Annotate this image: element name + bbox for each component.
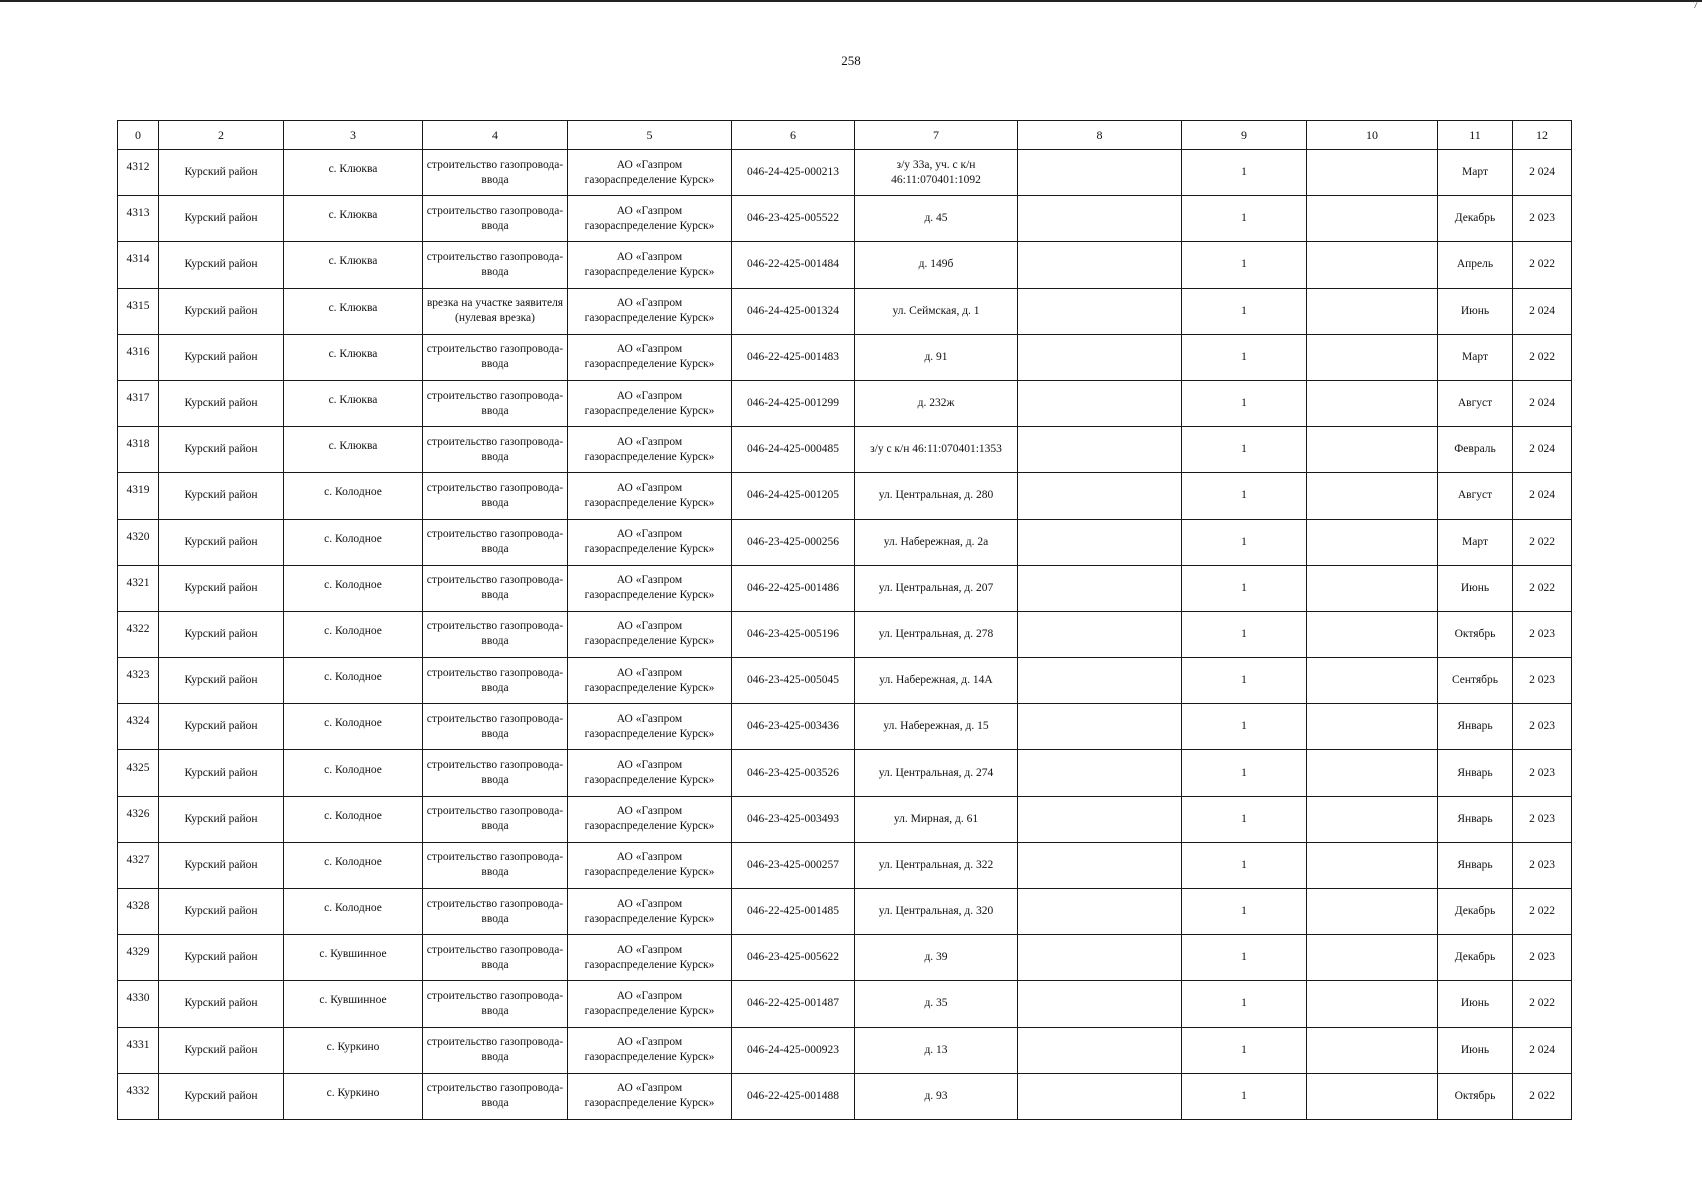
table-cell-col-8: 1 (1182, 288, 1307, 334)
table-cell-col-5: 046-22-425-001485 (732, 889, 855, 935)
table-body (118, 150, 1572, 1120)
table-cell-col-8: 1 (1182, 889, 1307, 935)
column-header-7: 8 (1018, 121, 1182, 150)
table-cell-col-3: строительство газопровода-ввода (423, 242, 568, 288)
table-cell-col-4: АО «Газпром газораспределение Курск» (568, 1027, 732, 1073)
table-cell-col-10: Январь (1438, 796, 1513, 842)
table-cell-col-4: АО «Газпром газораспределение Курск» (568, 473, 732, 519)
table-cell-col-8: 1 (1182, 196, 1307, 242)
table-cell-col-5: 046-23-425-005196 (732, 611, 855, 657)
table-cell-col-11: 2 022 (1513, 519, 1572, 565)
table-cell-col-8: 1 (1182, 611, 1307, 657)
table-cell-col-10: Июнь (1438, 981, 1513, 1027)
table-cell-col-4: АО «Газпром газораспределение Курск» (568, 842, 732, 888)
table-cell-col-9 (1307, 1027, 1438, 1073)
table-cell-col-2: с. Клюква (284, 288, 423, 334)
table-row (118, 334, 1572, 380)
table-cell-col-2: с. Колодное (284, 750, 423, 796)
table-cell-col-5: 046-22-425-001484 (732, 242, 855, 288)
table-cell-col-7 (1018, 935, 1182, 981)
table-cell-col-6: ул. Центральная, д. 274 (855, 750, 1018, 796)
table-cell-col-7 (1018, 889, 1182, 935)
table-cell-col-3: строительство газопровода-ввода (423, 796, 568, 842)
table-cell-col-0: 4326 (118, 796, 159, 842)
table-cell-col-3: строительство газопровода-ввода (423, 473, 568, 519)
table-cell-col-7 (1018, 1027, 1182, 1073)
column-header-3: 4 (423, 121, 568, 150)
table-cell-col-0: 4325 (118, 750, 159, 796)
table-cell-col-2: с. Колодное (284, 842, 423, 888)
table-cell-col-4: АО «Газпром газораспределение Курск» (568, 611, 732, 657)
table-cell-col-7 (1018, 1073, 1182, 1119)
table-cell-col-7 (1018, 750, 1182, 796)
table-cell-col-0: 4329 (118, 935, 159, 981)
table-cell-col-1: Курский район (159, 288, 284, 334)
header-row (118, 121, 1572, 150)
table-cell-col-6: д. 149б (855, 242, 1018, 288)
column-header-4: 5 (568, 121, 732, 150)
table-cell-col-0: 4312 (118, 150, 159, 196)
table-cell-col-6: ул. Центральная, д. 278 (855, 611, 1018, 657)
table-cell-col-3: строительство газопровода-ввода (423, 380, 568, 426)
table-cell-col-9 (1307, 935, 1438, 981)
table-cell-col-6: д. 35 (855, 981, 1018, 1027)
table-cell-col-7 (1018, 565, 1182, 611)
table-cell-col-11: 2 023 (1513, 704, 1572, 750)
table-cell-col-8: 1 (1182, 658, 1307, 704)
table-cell-col-10: Декабрь (1438, 935, 1513, 981)
table-cell-col-11: 2 023 (1513, 196, 1572, 242)
table-cell-col-2: с. Кувшинное (284, 981, 423, 1027)
table-row (118, 473, 1572, 519)
table-cell-col-11: 2 024 (1513, 427, 1572, 473)
table-cell-col-10: Март (1438, 150, 1513, 196)
table-cell-col-0: 4320 (118, 519, 159, 565)
table-cell-col-5: 046-24-425-000485 (732, 427, 855, 473)
table-cell-col-1: Курский район (159, 842, 284, 888)
table-cell-col-7 (1018, 842, 1182, 888)
table-cell-col-5: 046-24-425-001299 (732, 380, 855, 426)
table-cell-col-2: с. Клюква (284, 427, 423, 473)
table-cell-col-8: 1 (1182, 380, 1307, 426)
table-cell-col-5: 046-23-425-003526 (732, 750, 855, 796)
table-cell-col-3: строительство газопровода-ввода (423, 935, 568, 981)
table-cell-col-8: 1 (1182, 427, 1307, 473)
table-cell-col-2: с. Кувшинное (284, 935, 423, 981)
table-cell-col-9 (1307, 380, 1438, 426)
table-cell-col-6: ул. Набережная, д. 14А (855, 658, 1018, 704)
corner-mark: 7 (1693, 0, 1698, 11)
table-cell-col-8: 1 (1182, 704, 1307, 750)
table-cell-col-0: 4313 (118, 196, 159, 242)
table-cell-col-11: 2 023 (1513, 796, 1572, 842)
table-cell-col-7 (1018, 658, 1182, 704)
table-cell-col-7 (1018, 288, 1182, 334)
table-cell-col-5: 046-22-425-001487 (732, 981, 855, 1027)
page-number: 258 (841, 53, 861, 68)
table-cell-col-4: АО «Газпром газораспределение Курск» (568, 380, 732, 426)
table-cell-col-0: 4318 (118, 427, 159, 473)
table-cell-col-2: с. Колодное (284, 796, 423, 842)
table-cell-col-7 (1018, 611, 1182, 657)
table-cell-col-2: с. Куркино (284, 1073, 423, 1119)
table-cell-col-9 (1307, 150, 1438, 196)
table-cell-col-4: АО «Газпром газораспределение Курск» (568, 196, 732, 242)
table-cell-col-2: с. Колодное (284, 704, 423, 750)
table-cell-col-0: 4322 (118, 611, 159, 657)
column-header-8: 9 (1182, 121, 1307, 150)
table-cell-col-8: 1 (1182, 565, 1307, 611)
table-cell-col-11: 2 022 (1513, 565, 1572, 611)
table-row (118, 1027, 1572, 1073)
table-cell-col-2: с. Колодное (284, 473, 423, 519)
table-cell-col-11: 2 023 (1513, 842, 1572, 888)
table-cell-col-4: АО «Газпром газораспределение Курск» (568, 242, 732, 288)
table-cell-col-6: д. 232ж (855, 380, 1018, 426)
table-cell-col-1: Курский район (159, 380, 284, 426)
table-cell-col-9 (1307, 242, 1438, 288)
table-row (118, 565, 1572, 611)
table-cell-col-11: 2 024 (1513, 1027, 1572, 1073)
table-cell-col-6: з/у с к/н 46:11:070401:1353 (855, 427, 1018, 473)
table-row (118, 427, 1572, 473)
table-cell-col-10: Декабрь (1438, 889, 1513, 935)
table-cell-col-0: 4331 (118, 1027, 159, 1073)
table-cell-col-6: д. 39 (855, 935, 1018, 981)
table-cell-col-0: 4321 (118, 565, 159, 611)
table-cell-col-10: Октябрь (1438, 611, 1513, 657)
table-row (118, 380, 1572, 426)
table-row (118, 935, 1572, 981)
table-cell-col-3: строительство газопровода-ввода (423, 519, 568, 565)
table-cell-col-6: ул. Набережная, д. 2а (855, 519, 1018, 565)
table-cell-col-8: 1 (1182, 519, 1307, 565)
table-cell-col-6: ул. Центральная, д. 280 (855, 473, 1018, 519)
table-cell-col-10: Август (1438, 380, 1513, 426)
table-cell-col-6: ул. Центральная, д. 322 (855, 842, 1018, 888)
table-cell-col-4: АО «Газпром газораспределение Курск» (568, 889, 732, 935)
table-cell-col-4: АО «Газпром газораспределение Курск» (568, 981, 732, 1027)
table-row (118, 889, 1572, 935)
table-cell-col-11: 2 023 (1513, 935, 1572, 981)
table-cell-col-9 (1307, 1073, 1438, 1119)
table-cell-col-8: 1 (1182, 334, 1307, 380)
table-cell-col-9 (1307, 750, 1438, 796)
table-cell-col-3: строительство газопровода-ввода (423, 842, 568, 888)
table-cell-col-6: д. 13 (855, 1027, 1018, 1073)
table-cell-col-2: с. Клюква (284, 196, 423, 242)
table-row (118, 611, 1572, 657)
table-cell-col-11: 2 022 (1513, 242, 1572, 288)
table-cell-col-10: Август (1438, 473, 1513, 519)
table-cell-col-0: 4324 (118, 704, 159, 750)
table-cell-col-1: Курский район (159, 473, 284, 519)
table-cell-col-4: АО «Газпром газораспределение Курск» (568, 565, 732, 611)
table-row (118, 981, 1572, 1027)
table-cell-col-7 (1018, 427, 1182, 473)
table-cell-col-6: ул. Центральная, д. 207 (855, 565, 1018, 611)
table-cell-col-7 (1018, 380, 1182, 426)
table-cell-col-7 (1018, 196, 1182, 242)
table-cell-col-10: Январь (1438, 842, 1513, 888)
table-cell-col-1: Курский район (159, 704, 284, 750)
table-cell-col-9 (1307, 842, 1438, 888)
table-cell-col-1: Курский район (159, 519, 284, 565)
table-cell-col-10: Июнь (1438, 1027, 1513, 1073)
table-cell-col-2: с. Клюква (284, 334, 423, 380)
table-cell-col-3: строительство газопровода-ввода (423, 334, 568, 380)
table-cell-col-3: врезка на участке заявителя (нулевая врезка) (423, 288, 568, 334)
table-cell-col-5: 046-24-425-000213 (732, 150, 855, 196)
table-cell-col-9 (1307, 981, 1438, 1027)
table-cell-col-1: Курский район (159, 658, 284, 704)
table-cell-col-9 (1307, 704, 1438, 750)
table-cell-col-11: 2 022 (1513, 1073, 1572, 1119)
table-cell-col-9 (1307, 334, 1438, 380)
table-cell-col-6: ул. Мирная, д. 61 (855, 796, 1018, 842)
table-cell-col-1: Курский район (159, 565, 284, 611)
table-cell-col-6: д. 45 (855, 196, 1018, 242)
table-cell-col-8: 1 (1182, 796, 1307, 842)
table-cell-col-10: Март (1438, 519, 1513, 565)
table-cell-col-10: Октябрь (1438, 1073, 1513, 1119)
table-row (118, 658, 1572, 704)
table-cell-col-3: строительство газопровода-ввода (423, 150, 568, 196)
table-cell-col-7 (1018, 242, 1182, 288)
column-header-5: 6 (732, 121, 855, 150)
table-cell-col-11: 2 023 (1513, 611, 1572, 657)
table-cell-col-4: АО «Газпром газораспределение Курск» (568, 658, 732, 704)
table-row (118, 150, 1572, 196)
table-cell-col-3: строительство газопровода-ввода (423, 1027, 568, 1073)
table-cell-col-1: Курский район (159, 1027, 284, 1073)
table-cell-col-6: ул. Сеймская, д. 1 (855, 288, 1018, 334)
table-cell-col-11: 2 024 (1513, 150, 1572, 196)
table-row (118, 704, 1572, 750)
table-cell-col-9 (1307, 658, 1438, 704)
table-cell-col-3: строительство газопровода-ввода (423, 704, 568, 750)
table-cell-col-11: 2 023 (1513, 658, 1572, 704)
table-cell-col-3: строительство газопровода-ввода (423, 196, 568, 242)
table-cell-col-1: Курский район (159, 981, 284, 1027)
table-cell-col-9 (1307, 796, 1438, 842)
table-cell-col-3: строительство газопровода-ввода (423, 750, 568, 796)
table-cell-col-0: 4323 (118, 658, 159, 704)
table-cell-col-4: АО «Газпром газораспределение Курск» (568, 796, 732, 842)
table-cell-col-6: д. 91 (855, 334, 1018, 380)
table-cell-col-7 (1018, 981, 1182, 1027)
table-cell-col-11: 2 022 (1513, 334, 1572, 380)
table-cell-col-7 (1018, 519, 1182, 565)
table-cell-col-4: АО «Газпром газораспределение Курск» (568, 334, 732, 380)
table-cell-col-5: 046-23-425-005045 (732, 658, 855, 704)
table-row (118, 196, 1572, 242)
table-cell-col-10: Апрель (1438, 242, 1513, 288)
table-cell-col-9 (1307, 519, 1438, 565)
table-cell-col-10: Июнь (1438, 288, 1513, 334)
table-cell-col-1: Курский район (159, 334, 284, 380)
table-cell-col-6: д. 93 (855, 1073, 1018, 1119)
table-cell-col-11: 2 024 (1513, 288, 1572, 334)
column-header-0: 0 (118, 121, 159, 150)
table-cell-col-5: 046-24-425-000923 (732, 1027, 855, 1073)
table-cell-col-2: с. Колодное (284, 519, 423, 565)
table-cell-col-8: 1 (1182, 750, 1307, 796)
table-cell-col-8: 1 (1182, 935, 1307, 981)
table-cell-col-1: Курский район (159, 242, 284, 288)
table-cell-col-5: 046-24-425-001324 (732, 288, 855, 334)
table-cell-col-11: 2 022 (1513, 889, 1572, 935)
table-cell-col-6: з/у 33а, уч. с к/н 46:11:070401:1092 (855, 150, 1018, 196)
table-cell-col-5: 046-22-425-001488 (732, 1073, 855, 1119)
table-cell-col-0: 4314 (118, 242, 159, 288)
table-row (118, 288, 1572, 334)
table-cell-col-4: АО «Газпром газораспределение Курск» (568, 750, 732, 796)
table-cell-col-4: АО «Газпром газораспределение Курск» (568, 704, 732, 750)
table-cell-col-7 (1018, 334, 1182, 380)
table-cell-col-7 (1018, 473, 1182, 519)
column-header-9: 10 (1307, 121, 1438, 150)
column-header-10: 11 (1438, 121, 1513, 150)
column-header-11: 12 (1513, 121, 1572, 150)
table-cell-col-5: 046-23-425-000256 (732, 519, 855, 565)
table-cell-col-11: 2 024 (1513, 380, 1572, 426)
table-cell-col-9 (1307, 288, 1438, 334)
table-cell-col-0: 4317 (118, 380, 159, 426)
register-table (117, 120, 1572, 1120)
table-row (118, 519, 1572, 565)
table-row (118, 750, 1572, 796)
table-cell-col-1: Курский район (159, 611, 284, 657)
table-cell-col-3: строительство газопровода-ввода (423, 889, 568, 935)
table-cell-col-2: с. Клюква (284, 380, 423, 426)
table-cell-col-1: Курский район (159, 750, 284, 796)
top-border-line (0, 0, 1702, 2)
table-cell-col-9 (1307, 565, 1438, 611)
table-cell-col-1: Курский район (159, 889, 284, 935)
table-cell-col-10: Январь (1438, 704, 1513, 750)
table-cell-col-5: 046-22-425-001483 (732, 334, 855, 380)
table-cell-col-10: Февраль (1438, 427, 1513, 473)
table-cell-col-2: с. Клюква (284, 242, 423, 288)
table-cell-col-2: с. Клюква (284, 150, 423, 196)
table-cell-col-10: Декабрь (1438, 196, 1513, 242)
table-cell-col-8: 1 (1182, 842, 1307, 888)
table-cell-col-5: 046-24-425-001205 (732, 473, 855, 519)
table-cell-col-0: 4316 (118, 334, 159, 380)
table-cell-col-1: Курский район (159, 796, 284, 842)
table-cell-col-8: 1 (1182, 473, 1307, 519)
table-cell-col-11: 2 023 (1513, 750, 1572, 796)
table-cell-col-6: ул. Набережная, д. 15 (855, 704, 1018, 750)
table-cell-col-5: 046-23-425-003493 (732, 796, 855, 842)
table-cell-col-3: строительство газопровода-ввода (423, 427, 568, 473)
table-cell-col-0: 4328 (118, 889, 159, 935)
table-cell-col-5: 046-23-425-005522 (732, 196, 855, 242)
table-cell-col-8: 1 (1182, 242, 1307, 288)
table-cell-col-1: Курский район (159, 196, 284, 242)
table-cell-col-11: 2 022 (1513, 981, 1572, 1027)
table-cell-col-1: Курский район (159, 935, 284, 981)
table-cell-col-4: АО «Газпром газораспределение Курск» (568, 288, 732, 334)
table-cell-col-5: 046-23-425-005622 (732, 935, 855, 981)
table-cell-col-3: строительство газопровода-ввода (423, 611, 568, 657)
table-row (118, 842, 1572, 888)
table-cell-col-0: 4330 (118, 981, 159, 1027)
table-row (118, 796, 1572, 842)
table-cell-col-4: АО «Газпром газораспределение Курск» (568, 519, 732, 565)
column-header-2: 3 (284, 121, 423, 150)
table-cell-col-8: 1 (1182, 150, 1307, 196)
table-cell-col-7 (1018, 796, 1182, 842)
table-cell-col-10: Март (1438, 334, 1513, 380)
table-cell-col-3: строительство газопровода-ввода (423, 1073, 568, 1119)
table-row (118, 1073, 1572, 1119)
table-cell-col-2: с. Колодное (284, 611, 423, 657)
table-cell-col-10: Январь (1438, 750, 1513, 796)
table-cell-col-5: 046-22-425-001486 (732, 565, 855, 611)
table-cell-col-4: АО «Газпром газораспределение Курск» (568, 935, 732, 981)
table-cell-col-11: 2 024 (1513, 473, 1572, 519)
table-cell-col-1: Курский район (159, 1073, 284, 1119)
table-cell-col-0: 4327 (118, 842, 159, 888)
table-cell-col-2: с. Колодное (284, 565, 423, 611)
table-cell-col-3: строительство газопровода-ввода (423, 565, 568, 611)
table-cell-col-10: Июнь (1438, 565, 1513, 611)
table-cell-col-5: 046-23-425-000257 (732, 842, 855, 888)
table-cell-col-9 (1307, 196, 1438, 242)
table-cell-col-2: с. Куркино (284, 1027, 423, 1073)
column-header-1: 2 (159, 121, 284, 150)
table-cell-col-4: АО «Газпром газораспределение Курск» (568, 427, 732, 473)
table-cell-col-3: строительство газопровода-ввода (423, 658, 568, 704)
table-cell-col-8: 1 (1182, 981, 1307, 1027)
table-cell-col-2: с. Колодное (284, 658, 423, 704)
table-cell-col-2: с. Колодное (284, 889, 423, 935)
table-cell-col-8: 1 (1182, 1027, 1307, 1073)
table-cell-col-0: 4332 (118, 1073, 159, 1119)
table-cell-col-9 (1307, 427, 1438, 473)
table-cell-col-1: Курский район (159, 427, 284, 473)
table-cell-col-4: АО «Газпром газораспределение Курск» (568, 150, 732, 196)
table-cell-col-5: 046-23-425-003436 (732, 704, 855, 750)
table-cell-col-4: АО «Газпром газораспределение Курск» (568, 1073, 732, 1119)
table-row (118, 242, 1572, 288)
table-cell-col-9 (1307, 889, 1438, 935)
table-cell-col-9 (1307, 473, 1438, 519)
table-cell-col-7 (1018, 150, 1182, 196)
table-cell-col-6: ул. Центральная, д. 320 (855, 889, 1018, 935)
table-cell-col-3: строительство газопровода-ввода (423, 981, 568, 1027)
table-cell-col-8: 1 (1182, 1073, 1307, 1119)
column-header-6: 7 (855, 121, 1018, 150)
table-cell-col-10: Сентябрь (1438, 658, 1513, 704)
table-cell-col-0: 4315 (118, 288, 159, 334)
table-cell-col-7 (1018, 704, 1182, 750)
table-cell-col-1: Курский район (159, 150, 284, 196)
table-cell-col-9 (1307, 611, 1438, 657)
table-cell-col-0: 4319 (118, 473, 159, 519)
